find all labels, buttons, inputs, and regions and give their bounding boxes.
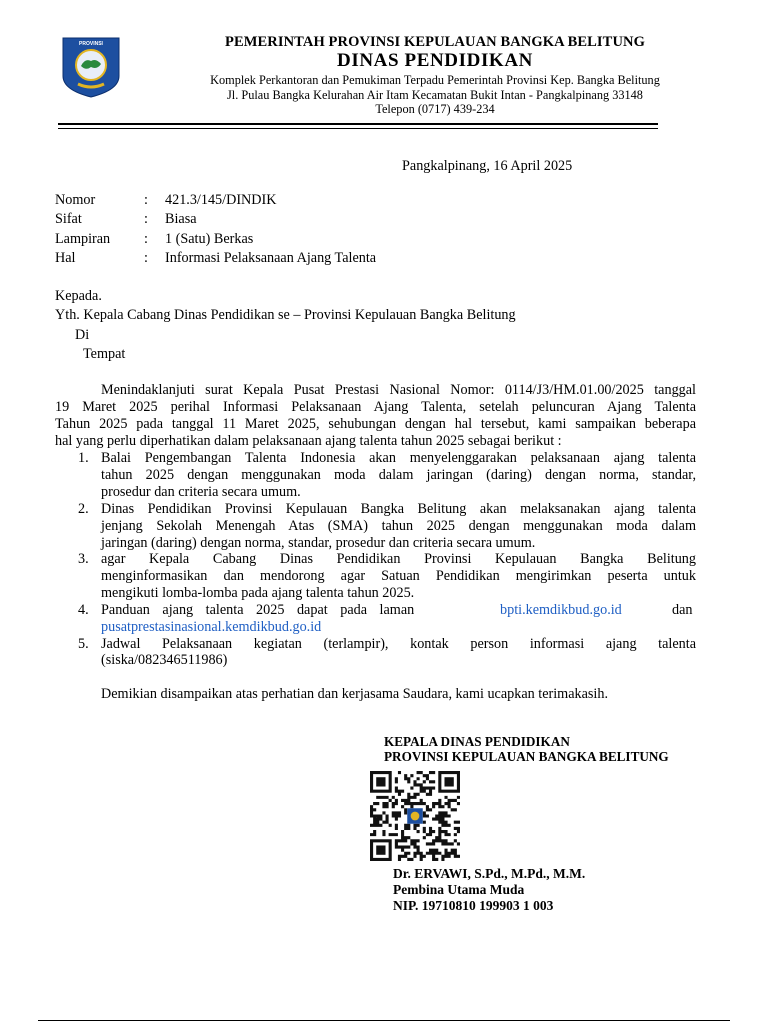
list-number: 3.	[78, 551, 89, 567]
letter-date: Pangkalpinang, 16 April 2025	[402, 158, 573, 174]
list-number: 2.	[78, 501, 89, 517]
list-item-line: Balai Pengembangan Talenta Indonesia akan menyelenggarakan pelaksanaan ajang talenta	[101, 450, 696, 466]
header-rule-thick	[58, 123, 658, 125]
meta-value-nature: Biasa	[165, 211, 197, 227]
signatory-title-2: PROVINSI KEPULAUAN BANGKA BELITUNG	[384, 749, 669, 764]
list-item-and: dan	[672, 602, 693, 618]
meta-value-number: 421.3/145/DINDIK	[165, 192, 277, 208]
signatory-name: Dr. ERVAWI, S.Pd., M.Pd., M.M.	[393, 866, 586, 881]
office-address-2: Jl. Pulau Bangka Kelurahan Air Itam Kecamatan Bukit Intan - Pangkalpinang 33148	[227, 88, 643, 102]
intro-line: hal yang perlu diperhatikan dalam pelaksanaan ajang talenta tahun 2025 sebagai berikut :	[55, 433, 562, 449]
list-item-line: (siska/082346511986)	[101, 652, 228, 668]
emblem-label: PROVINSI	[79, 41, 103, 47]
list-number: 1.	[78, 450, 89, 466]
intro-line: Menindaklanjuti surat Kepala Pusat Prestasi Nasional Nomor: 0114/J3/HM.01.00/2025 tanggal	[101, 382, 696, 398]
closing-text: Demikian disampaikan atas perhatian dan kerjasama Saudara, kami ucapkan terimakasih.	[101, 686, 609, 702]
recipient-name: Yth. Kepala Cabang Dinas Pendidikan se – Provinsi Kepulauan Bangka Belitung	[55, 307, 516, 323]
footer-rule	[38, 1020, 730, 1021]
signatory-nip: NIP. 19710810 199903 1 003	[393, 898, 554, 913]
government-name: PEMERINTAH PROVINSI KEPULAUAN BANGKA BELITUNG	[225, 34, 645, 50]
list-item-line: agar Kepala Cabang Dinas Pendidikan Provinsi Kepulauan Bangka Belitung	[101, 551, 696, 567]
meta-label: Hal	[55, 250, 76, 266]
list-item-line: Jadwal Pelaksanaan kegiatan (terlampir), kontak person informasi ajang talenta	[101, 636, 696, 652]
link-pusat-prestasi[interactable]: pusatprestasinasional.kemdikbud.go.id	[101, 619, 322, 635]
list-number: 4.	[78, 602, 89, 618]
qr-code-icon	[370, 771, 460, 861]
intro-line: 19 Maret 2025 perihal Informasi Pelaksanaan Ajang Talenta, setelah peluncuran Ajang Talenta	[55, 399, 696, 415]
meta-colon: :	[144, 231, 148, 247]
province-emblem-icon	[60, 36, 122, 98]
list-item-line: prosedur dan criteria secara umum.	[101, 484, 301, 500]
intro-line: Tahun 2025 pada tanggal 11 Maret 2025, sehubungan dengan hal tersebut, kami sampaikan beberapa	[55, 416, 696, 432]
office-name: DINAS PENDIDIKAN	[337, 50, 533, 71]
link-bpti[interactable]: bpti.kemdikbud.go.id	[500, 602, 622, 618]
meta-value-subject: Informasi Pelaksanaan Ajang Talenta	[165, 250, 377, 266]
list-item-line: jenjang Sekolah Menengah Atas (SMA) tahun 2025 dengan menggunakan moda dalam	[101, 518, 696, 534]
list-item-line: mengikuti lomba-lomba pada ajang talenta tahun 2025.	[101, 585, 415, 601]
list-item-line: menginformasikan dan mendorong agar Satuan Pendidikan mengirimkan peserta untuk	[101, 568, 696, 584]
list-item-line: Panduan ajang talenta 2025 dapat pada laman	[101, 602, 415, 618]
signatory-title-1: KEPALA DINAS PENDIDIKAN	[384, 734, 570, 749]
header-rule-thin	[58, 128, 658, 129]
meta-label: Nomor	[55, 192, 96, 208]
list-number: 5.	[78, 636, 89, 652]
meta-label: Sifat	[55, 211, 82, 227]
signatory-rank: Pembina Utama Muda	[393, 882, 525, 897]
recipient-to: Kepada.	[55, 288, 102, 304]
list-item-line: jaringan (daring) dengan norma, standar, prosedur dan criteria secara umum.	[101, 535, 536, 551]
meta-label: Lampiran	[55, 231, 111, 247]
office-phone: Telepon (0717) 439-234	[375, 102, 495, 116]
meta-colon: :	[144, 211, 148, 227]
meta-colon: :	[144, 250, 148, 266]
list-item-line: Dinas Pendidikan Provinsi Kepulauan Bangka Belitung akan melaksanakan ajang talenta	[101, 501, 696, 517]
meta-value-attachment: 1 (Satu) Berkas	[165, 231, 254, 247]
recipient-place: Tempat	[83, 346, 126, 362]
recipient-di: Di	[75, 327, 90, 343]
meta-colon: :	[144, 192, 148, 208]
list-item-line: tahun 2025 dengan menggunakan moda dalam jaringan (daring) dengan norma, standar,	[101, 467, 696, 483]
office-address-1: Komplek Perkantoran dan Pemukiman Terpadu Pemerintah Provinsi Kep. Bangka Belitung	[210, 73, 660, 87]
